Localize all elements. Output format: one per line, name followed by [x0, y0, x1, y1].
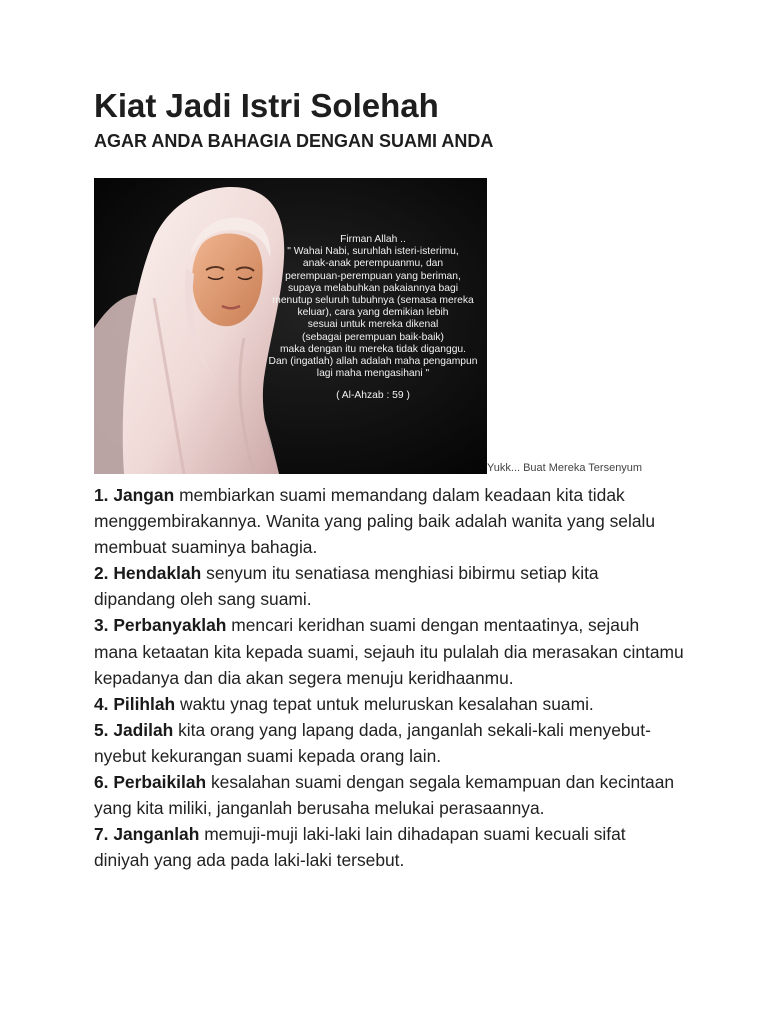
tips-list [94, 482, 684, 873]
item-lead: 1. Jangan [94, 485, 175, 505]
item-text: kesalahan suami dengan segala kemampuan dan kecintaan yang kita miliki, janganlah berusaha melukai perasaannya. [94, 772, 675, 819]
list-item [94, 821, 684, 873]
quote-line: (sebagai perempuan baik-baik) [302, 331, 444, 343]
item-lead: 6. Perbaikilah [94, 772, 207, 793]
item-lead: 4. Pilihlah [94, 693, 176, 714]
quote-line: keluar), cara yang demikian lebih [297, 307, 449, 319]
list-item [94, 612, 684, 690]
page-title: Kiat Jadi Istri Solehah [94, 87, 439, 124]
page-subtitle: AGAR ANDA BAHAGIA DENGAN SUAMI ANDA [94, 131, 494, 151]
hijab-woman-photo [94, 178, 487, 474]
figure [94, 178, 684, 474]
quote-reference: ( Al-Ahzab : 59 ) [336, 390, 410, 402]
quote-line: Dan (ingatlah) allah adalah maha pengampun [268, 356, 478, 368]
document-page [94, 86, 684, 873]
item-text: kita orang yang lapang dada, janganlah sekali-kali menyebut-nyebut kekurangan suami kepada orang lain. [94, 719, 651, 766]
item-text: senyum itu senatiasa menghiasi bibirmu setiap kita dipandang oleh sang suami. [94, 563, 599, 610]
quote-line: Firman Allah .. [340, 234, 406, 245]
item-lead: 5. Jadilah [94, 719, 174, 740]
list-item [94, 482, 684, 560]
quote-line: menutup seluruh tubuhnya (semasa mereka [272, 295, 474, 307]
quote-line: maka dengan itu mereka tidak diganggu. [279, 343, 467, 355]
item-text: mencari keridhan suami dengan mentaatinya, sejauh mana ketaatan kita kepada suami, sejauh itu pulalah dia merasakan cintamu kepadanya dan dia akan segera menuju keridhaanmu. [94, 615, 684, 688]
item-text: memuji-muji laki-laki lain dihadapan suami kecuali sifat diniyah yang ada pada laki-laki tersebut. [94, 824, 626, 871]
quote-block [257, 234, 487, 403]
quote-line: lagi maha mengasihani " [316, 368, 430, 380]
list-item [94, 717, 684, 769]
image-caption: Yukk... Buat Mereka Tersenyum [487, 462, 643, 474]
item-lead: 2. Hendaklah [94, 563, 202, 584]
quote-line: supaya melabuhkan pakaiannya bagi [287, 282, 459, 294]
quote-line: perempuan-perempuan yang beriman, [285, 270, 461, 282]
list-item [94, 560, 684, 612]
item-lead: 7. Janganlah [94, 824, 200, 845]
item-lead: 3. Perbanyaklah [94, 615, 227, 636]
quote-line: anak-anak perempuanmu, dan [302, 258, 444, 270]
item-text: membiarkan suami memandang dalam keadaan kita tidak menggembirakannya. Wanita yang paling baik adalah wanita yang selalu membuat suaminya bahagia. [94, 485, 656, 558]
list-item [94, 769, 684, 821]
item-text: waktu ynag tepat untuk meluruskan kesalahan suami. [175, 693, 594, 714]
list-item [94, 691, 684, 717]
quote-line: sesuai untuk mereka dikenal [307, 319, 439, 331]
quote-line: " Wahai Nabi, suruhlah isteri-isterimu, [287, 246, 459, 258]
